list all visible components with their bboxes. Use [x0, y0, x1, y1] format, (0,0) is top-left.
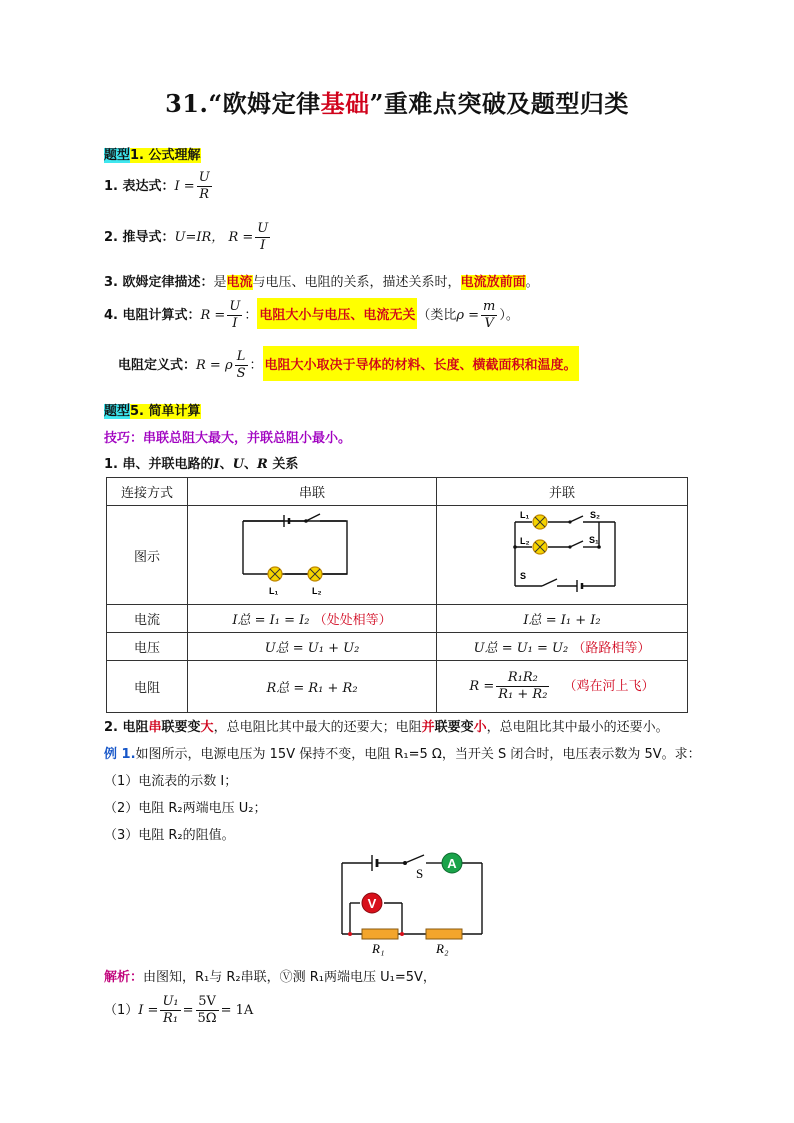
series-voltage-cell: U总 = U₁ + U₂ [188, 633, 437, 661]
resistor-r2 [426, 929, 462, 939]
header-parallel: 并联 [437, 478, 688, 506]
parallel-diagram-cell [437, 506, 688, 605]
series-current-cell: I总 = I₁ = I₂ （处处相等） [188, 605, 437, 633]
parallel-label-s2: S₂ [590, 510, 601, 520]
parallel-label-l1: L₁ [520, 510, 530, 520]
parallel-label-s: S [520, 571, 527, 581]
series-circuit-diagram [188, 506, 436, 600]
formula-expression: 1. 表达式：I = $\frac{U}{R}$ [104, 170, 210, 202]
resistance-calc-formula: 4. 电阻计算式：R = $\frac{U}{I}$ ： 电阻大小与电压、电流无关 （类比ρ = $\frac{m}{V}$ ）。 [104, 299, 519, 331]
header-connection: 连接方式 [107, 478, 188, 506]
circuit-relations-table [106, 477, 688, 713]
relation-heading: 1. 串、并联电路的I、U、R 关系 [104, 457, 299, 472]
page-title: 31.“欧姆定律基础”重难点突破及题型归类 [165, 89, 629, 118]
resistance-rule: 2. 电阻串联要变大，总电阻比其中最大的还要大；电阻并联要变小，总电阻比其中最小的还要小。 [104, 720, 669, 735]
switch-label: S [416, 866, 424, 881]
question-2: （2）电阻 R₂两端电压 U₂； [104, 801, 267, 816]
resistance-definition-formula: 电阻定义式：R = ρ $\frac{L}{S}$ ： 电阻大小取决于导体的材料、长度、横截面积和温度。 [118, 346, 579, 382]
parallel-voltage-cell: U总 = U₁ = U₂ （路路相等） [437, 633, 688, 661]
example-circuit-diagram [330, 845, 500, 957]
tip-line: 技巧：串联总阻大最大，并联总阻小最小。 [104, 431, 352, 446]
parallel-circuit-diagram [437, 506, 687, 600]
series-resistance-cell: R总 = R₁ + R₂ [188, 661, 437, 713]
parallel-label-s1: S₁ [589, 535, 599, 545]
question-3: （3）电阻 R₂的阻值。 [104, 828, 235, 843]
solution-intro: 解析：由图知，R₁与 R₂串联，Ⓥ测 R₁两端电压 U₁=5V， [104, 970, 436, 985]
r1-label: R₁ [372, 941, 385, 956]
question-1: （1）电流表的示数 I； [104, 774, 238, 789]
solution-step-1: （1）I = $\frac{\text{U₁}}{\text{R₁}}$ = $\frac{5V}{5\Omega}$ = 1A [104, 994, 254, 1026]
section-2-heading: 题型5. 简单计算 [104, 404, 201, 419]
series-label-l2: L₂ [312, 586, 322, 596]
r2-label: R₂ [436, 941, 449, 956]
voltmeter-label: V [367, 896, 377, 911]
formula-derived: 2. 推导式：U=IR， R = $\frac{U}{I}$ [104, 221, 269, 253]
parallel-current-cell: I总 = I₁ + I₂ [437, 605, 688, 633]
row-current-label: 电流 [107, 605, 188, 633]
row-diagram-label: 图示 [107, 506, 188, 605]
example-1-stem: 例 1.如图所示，电源电压为 15V 保持不变，电阻 R₁=5 Ω，当开关 S 闭合时，电压表示数为 5V。求： [104, 747, 701, 762]
parallel-label-l2: L₂ [520, 536, 530, 546]
ohm-law-description: 3. 欧姆定律描述：是电流与电压、电阻的关系，描述关系时，电流放前面。 [104, 275, 539, 290]
series-label-l1: L₁ [269, 586, 279, 596]
ammeter-label: A [447, 856, 457, 871]
header-series: 串联 [188, 478, 437, 506]
row-voltage-label: 电压 [107, 633, 188, 661]
section-1-heading: 题型1. 公式理解 [104, 148, 201, 163]
series-diagram-cell [188, 506, 437, 605]
row-resistance-label: 电阻 [107, 661, 188, 713]
resistor-r1 [362, 929, 398, 939]
parallel-resistance-cell: R = $\frac{\text{R₁R₂}}{\text{R₁ + R₂}}$ （鸡在河上飞） [437, 661, 688, 713]
